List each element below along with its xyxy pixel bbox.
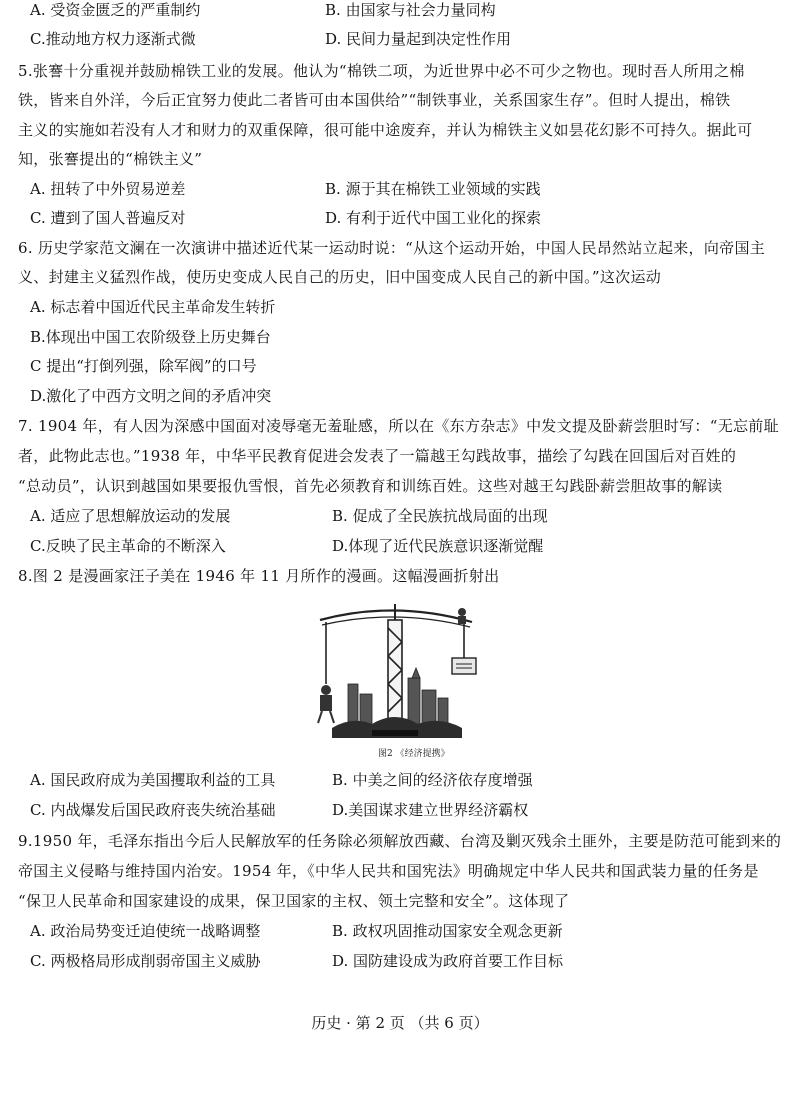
q5-option-a: A. 扭转了中外贸易逆差 [30, 180, 186, 198]
q5-option-b: B. 源于其在棉铁工业领域的实践 [325, 180, 541, 198]
q9-stem-line: “保卫人民革命和国家建设的成果，保卫国家的主权、领土完整和安全”。这体现了 [18, 892, 570, 910]
q5-option-c: C. 遭到了国人普遍反对 [30, 209, 186, 227]
q6-stem-line: 6. 历史学家范文澜在一次演讲中描述近代某一运动时说：“从这个运动开始，中国人民昂然站立起来，向帝国主 [18, 239, 766, 257]
figure-caption: 图2 《经济提携》 [378, 749, 450, 759]
q9-option-d: D. 国防建设成为政府首要工作目标 [332, 952, 564, 970]
q9-stem-line: 9.1950 年，毛泽东指出今后人民解放军的任务除必须解放西藏、台湾及剿灭残余土匪外，主要是防范可能到来的 [18, 832, 782, 850]
q5-stem-line: 知，张謇提出的“棉铁主义” [18, 150, 203, 168]
q5-stem-line: 5.张謇十分重视并鼓励棉铁工业的发展。他认为“棉铁二项，为近世界中必不可少之物也。现时吾人所用之棉 [18, 62, 745, 80]
q4-option-d: D. 民间力量起到决定性作用 [325, 30, 512, 48]
q7-option-d: D.体现了近代民族意识逐渐觉醒 [332, 537, 544, 555]
q6-stem-line: 义、封建主义猛烈作战，使历史变成人民自己的历史，旧中国变成人民自己的新中国。”这次运动 [18, 268, 662, 286]
q8-option-a: A. 国民政府成为美国攫取利益的工具 [30, 771, 276, 789]
q6-option-b: B.体现出中国工农阶级登上历史舞台 [30, 328, 271, 346]
q6-option-a: A. 标志着中国近代民主革命发生转折 [30, 298, 276, 316]
q7-stem-line: 7. 1904 年，有人因为深感中国面对凌辱毫无羞耻感，所以在《东方杂志》中发文提及卧薪尝胆时写：“无忘前耻 [18, 417, 779, 435]
q9-option-c: C. 两极格局形成削弱帝国主义威胁 [30, 952, 261, 970]
q7-option-a: A. 适应了思想解放运动的发展 [30, 507, 231, 525]
q9-stem-line: 帝国主义侵略与维持国内治安。1954 年，《中华人民共和国宪法》明确规定中华人民共和国武装力量的任务是 [18, 862, 759, 880]
q6-option-c: C 提出“打倒列强，除军阀”的口号 [30, 357, 257, 375]
page-footer: 历史 · 第 2 页 （共 6 页） [311, 1014, 489, 1032]
q8-option-d: D.美国谋求建立世界经济霸权 [332, 801, 529, 819]
crane-cartoon-image [312, 598, 478, 763]
cartoon-figure [312, 598, 478, 763]
q7-option-b: B. 促成了全民族抗战局面的出现 [332, 507, 548, 525]
q4-option-b: B. 由国家与社会力量同构 [325, 1, 496, 19]
q7-stem-line: 者，此物此志也。”1938 年，中华平民教育促进会发表了一篇越王勾践故事，描绘了勾践在回国后对百姓的 [18, 447, 737, 465]
q5-stem-line: 主义的实施如若没有人才和财力的双重保障，很可能中途废弃，并认为棉铁主义如昙花幻影不可持久。据此可 [18, 121, 753, 139]
q4-option-a: A. 受资金匮乏的严重制约 [30, 1, 201, 19]
q6-option-d: D.激化了中西方文明之间的矛盾冲突 [30, 387, 272, 405]
q8-stem-line: 8.图 2 是漫画家汪子美在 1946 年 11 月所作的漫画。这幅漫画折射出 [18, 567, 500, 585]
q9-option-a: A. 政治局势变迁迫使统一战略调整 [30, 922, 261, 940]
q4-option-c: C.推动地方权力逐渐式微 [30, 30, 196, 48]
q8-option-b: B. 中美之间的经济依存度增强 [332, 771, 533, 789]
q7-stem-line: “总动员”，认识到越国如果要报仇雪恨，首先必须教育和训练百姓。这些对越王勾践卧薪尝胆故事的解读 [18, 477, 723, 495]
q5-option-d: D. 有利于近代中国工业化的探索 [325, 209, 542, 227]
q5-stem-line: 铁，皆来自外洋，今后正宜努力使此二者皆可由本国供给”“制铁事业，关系国家生存”。但时人提出，棉铁 [18, 91, 731, 109]
q7-option-c: C.反映了民主革命的不断深入 [30, 537, 226, 555]
q9-option-b: B. 政权巩固推动国家安全观念更新 [332, 922, 563, 940]
q8-option-c: C. 内战爆发后国民政府丧失统治基础 [30, 801, 276, 819]
